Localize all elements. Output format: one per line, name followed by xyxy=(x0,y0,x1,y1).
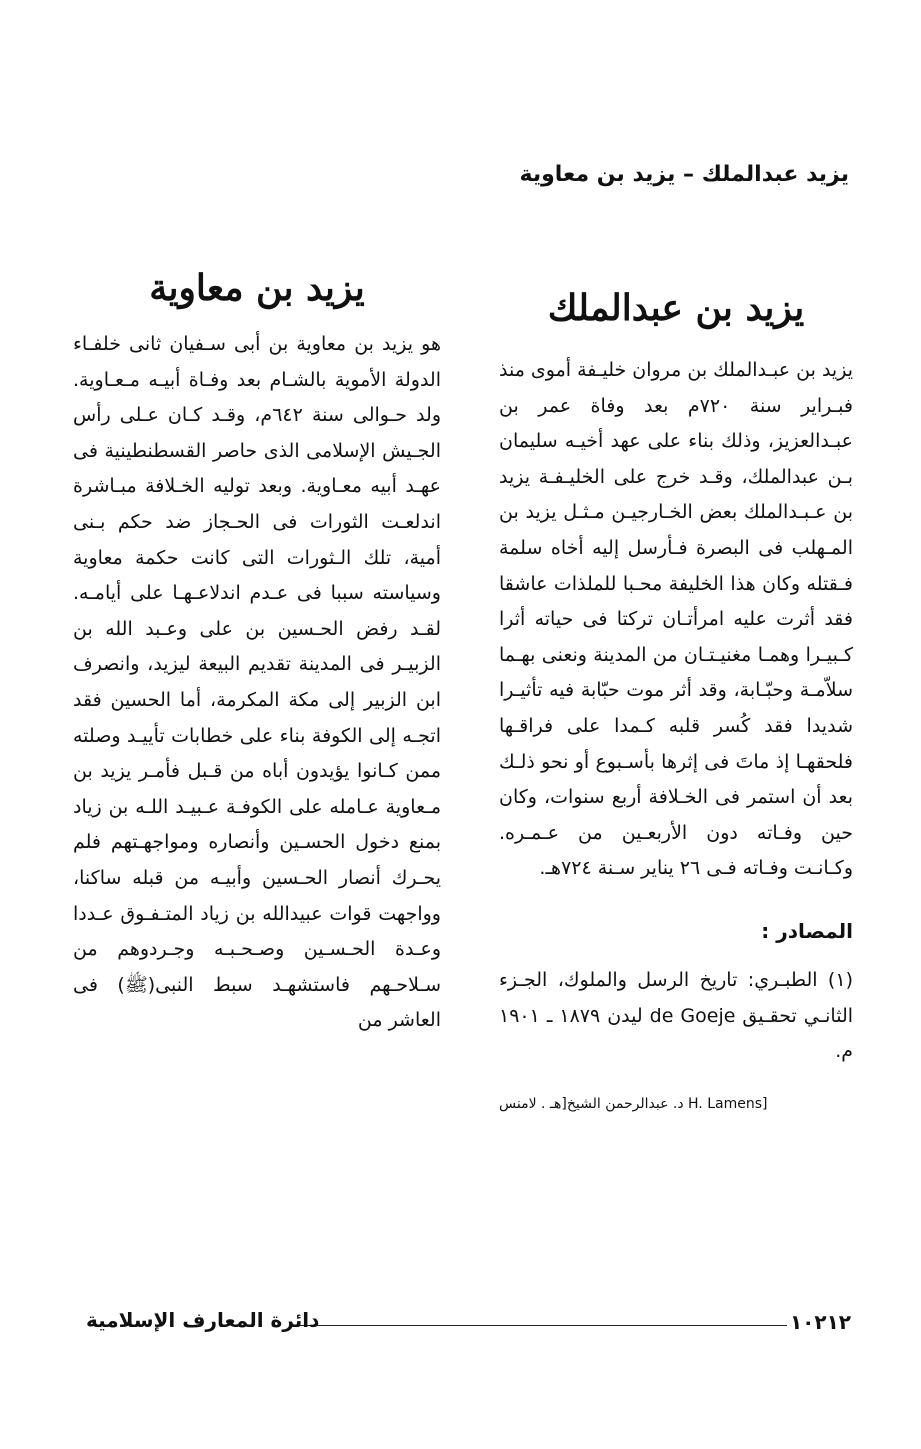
source-item: (١) الطبـري: تاريخ الرسل والملوك، الجـزء الثانـي تحقـيق de Goeje ليدن ١٨٧٩ ـ ١٩٠١ م. xyxy=(499,968,854,1063)
footer-publication: دائرة المعارف الإسلامية xyxy=(86,1308,320,1332)
sources-heading: المصادر : xyxy=(761,918,853,943)
page-number: ١٠٢١٢ xyxy=(789,1310,851,1334)
article-title: يزيد بن عبدالملك xyxy=(547,287,805,329)
footer-rule xyxy=(290,1325,787,1326)
article-yazid-bin-abdulmalik xyxy=(499,255,853,1114)
author-credit: [H. Lamens د. عبدالرحمن الشيخ[هـ . لامنس xyxy=(499,1095,768,1112)
article-title: يزيد بن معاوية xyxy=(149,267,365,309)
article-body: يزيد بن عبـدالملك بن مروان خليـفة أموى منذ فبـراير سنة ٧٢٠م بعد وفاة عمر بن عبـدالعزيز، وذلك بناء على عهد أخيـه سليمان بـن عبدالملك، وقـد خرج على الخليـفـة يزيد بن عـبـدالملك بعض الخـارجيـن مـثـل يزيد بن المـهلب فى البصرة فـأرسل إليه أخاه سلمة فـقتله وكان هذا الخليفة محـبا للملذات عاشقا فقد أثرت عليه امرأتـان تركتا فى حياته أثرا كـبيـرا وهمـا مغنيـتـان من المدينة ونعنى بهـما سلاّمـة وحبّـابة، وقد أثر موت حبّابة فيه تأثيـرا شديدا فقد كُسر قلبه كـمدا على فراقـها فلحقهـا إذ ماتَ فى إثرها بأسـبوع أو نحو ذلـك بعد أن استمر فى الخـلافة أربع سنوات، وكان حين وفـاته دون الأربعـين من عـمـره. وكـانـت وفـاته فـى ٢٦ يناير سـنة ٧٢٤هـ. xyxy=(498,359,853,880)
article-yazid-bin-muawiya xyxy=(73,255,441,1039)
article-body: هو يزيد بن معاوية بن أبى سـفيان ثانى خلفـاء الدولة الأموية بالشـام بعد وفـاة أبيـه مـعـاوية. ولد حـوالى سنة ٦٤٢م، وقـد كـان عـلى رأس الجـيش الإسلامى الذى حاصر القسطنطينية فى عهـد أبيه معـاوية. وبعد توليه الخـلافة مبـاشرة اندلعـت الثورات فى الحـجاز ضد حكم بـنى أمية، تلك الـثورات التى كانت حكمة معاوية وسياسته سببا فى عـدم اندلاعـهـا على أيامـه. لقـد رفض الحـسين بن على وعـبد الله بن الزبيـر فى المدينة تقديم البيعة ليزيد، وانصرف ابن الزبير إلى مكة المكرمة، أما الحسين فقد اتجـه إلى الكوفة بناء على خطابات تأييـد وصلته ممن كـانوا يؤيدون أباه من قـبل فأمـر يزيد بن مـعاوية عـامله على الكوفـة عـبيـد اللـه بن زياد بمنع دخول الحسـين وأنصاره ومواجهـتهم فلم يحـرك أنصار الحـسين وأبيـه من قبله ساكنا، وواجهت قوات عبيدالله بن زياد المتـفـوق عـددا وعـدة الحـسـين وصـحـبـه وجـردوهم من سـلاحـهم فاستشهـد سبط النبى(ﷺ) فى العاشر من xyxy=(73,333,441,1032)
running-header: يزيد عبدالملك – يزيد بن معاوية xyxy=(519,162,849,187)
